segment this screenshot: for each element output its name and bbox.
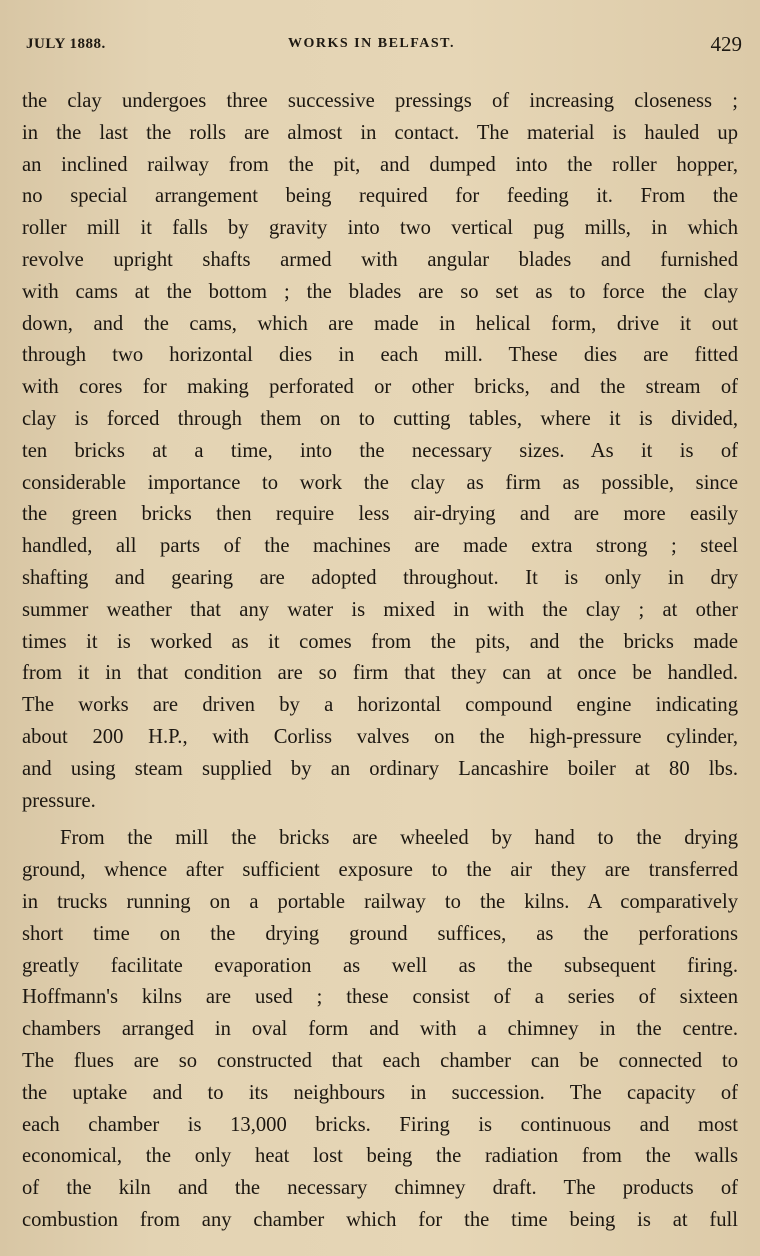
text-line: pressure. [22,789,96,812]
running-head [26,32,742,62]
text-line: and using steam supplied by an ordinary Lancashire boiler at 80 lbs. [22,757,738,780]
body-text [22,86,738,1237]
text-line: greatly facilitate evaporation as well as the subsequent firing. [22,954,738,977]
text-line: ten bricks at a time, into the necessary sizes. As it is of [22,439,738,462]
text-line: with cams at the bottom ; the blades are so set as to force the clay [22,280,738,303]
text-line: roller mill it falls by gravity into two vertical pug mills, in which [22,217,738,240]
text-line: short time on the drying ground suffices, as the perforations [22,922,738,945]
text-line: the green bricks then require less air-drying and are more easily [22,503,738,526]
page-number: 429 [710,32,742,56]
text-line: shafting and gearing are adopted throughout. It is only in dry [22,566,738,589]
text-line: considerable importance to work the clay as firm as possible, since [22,471,738,494]
text-line: in the last the rolls are almost in contact. The material is hauled up [22,121,738,144]
text-line: chambers arranged in oval form and with a chimney in the centre. [22,1018,738,1041]
text-line: about 200 H.P., with Corliss valves on the high-pressure cylinder, [22,725,738,748]
text-line: handled, all parts of the machines are made extra strong ; steel [22,535,738,558]
text-line: from it in that condition are so firm that they can at once be handled. [22,662,738,685]
text-line: no special arrangement being required for feeding it. From the [22,185,738,208]
text-line: revolve upright shafts armed with angular blades and furnished [22,248,738,271]
text-line: Hoffmann's kilns are used ; these consist of a series of sixteen [22,986,738,1009]
text-line: with cores for making perforated or other bricks, and the stream of [22,376,738,399]
text-line: The flues are so constructed that each chamber can be connected to [22,1049,738,1072]
text-line: the clay undergoes three successive pressings of increasing closeness ; [22,90,738,112]
text-line: an inclined railway from the pit, and dumped into the roller hopper, [22,153,738,176]
header-date: JULY 1888. [26,36,106,52]
paragraph [22,86,738,817]
text-line: down, and the cams, which are made in helical form, drive it out [22,312,738,335]
text-line: ground, whence after sufficient exposure to the air they are transferred [22,859,738,882]
text-line: in trucks running on a portable railway to the kilns. A comparatively [22,890,738,913]
text-line: each chamber is 13,000 bricks. Firing is continuous and most [22,1113,738,1136]
text-line: From the mill the bricks are wheeled by hand to the drying [60,827,738,850]
text-line: summer weather that any water is mixed in with the clay ; at other [22,598,738,621]
paragraph [22,823,738,1236]
text-line: of the kiln and the necessary chimney draft. The products of [22,1177,738,1200]
text-line: clay is forced through them on to cutting tables, where it is divided, [22,407,738,430]
text-line: economical, the only heat lost being the radiation from the walls [22,1145,738,1168]
text-line: The works are driven by a horizontal compound engine indicating [22,694,738,717]
text-line: the uptake and to its neighbours in succession. The capacity of [22,1081,738,1104]
header-title: WORKS IN BELFAST. [288,36,455,51]
text-line: times it is worked as it comes from the pits, and the bricks made [22,630,738,653]
text-line: through two horizontal dies in each mill. These dies are fitted [22,344,738,367]
text-line: combustion from any chamber which for the time being is at full [22,1208,738,1231]
